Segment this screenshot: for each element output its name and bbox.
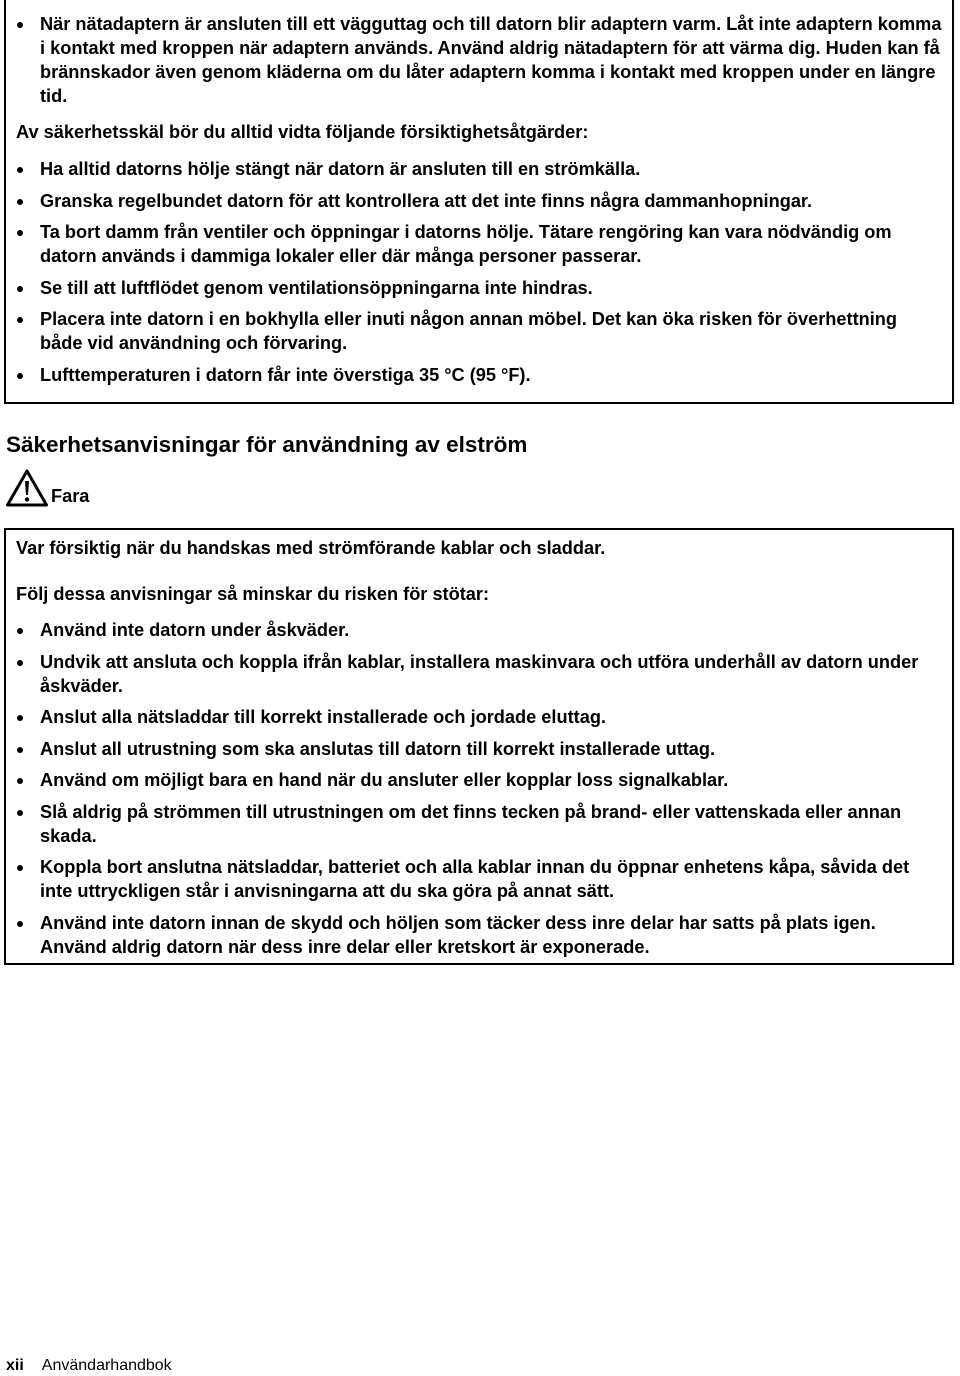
list-item bbox=[16, 737, 942, 761]
warning-triangle-icon bbox=[5, 468, 49, 508]
list-item bbox=[16, 768, 942, 792]
bullet-icon bbox=[17, 715, 23, 721]
bullet-icon bbox=[17, 167, 23, 173]
list-item-text: Placera inte datorn i en bokhylla eller inuti någon annan möbel. Det kan öka risken för överhettning både vid användning och förvaring. bbox=[40, 309, 898, 353]
danger-box bbox=[4, 528, 954, 965]
bullet-icon bbox=[17, 660, 23, 666]
list-item bbox=[16, 800, 942, 848]
page-footer bbox=[6, 1356, 172, 1376]
danger-warning: Var försiktig när du handskas med strömförande kablar och sladdar. bbox=[16, 538, 606, 558]
danger-marker bbox=[5, 464, 89, 508]
list-item bbox=[16, 276, 942, 300]
bullet-icon bbox=[17, 778, 23, 784]
safety-precautions-box bbox=[4, 0, 954, 404]
bullet-icon bbox=[17, 921, 23, 927]
bullet-icon bbox=[17, 230, 23, 236]
list-item-text: Använd inte datorn innan de skydd och höljen som täcker dess inre delar har satts på plats igen. Använd aldrig datorn när dess inre delar eller kretskort är exponerade. bbox=[40, 912, 876, 957]
list-item-text: När nätadaptern är ansluten till ett vägguttag och till datorn blir adaptern varm. Låt inte adaptern komma i kontakt med kroppen när adaptern används. Använd aldrig nätadaptern för att värma dig. Huden kan få brännskador även genom kläderna om du låter adaptern komma i kontakt med kroppen under en längre tid. bbox=[40, 14, 942, 106]
list-item bbox=[16, 855, 942, 903]
list-item-text: Anslut alla nätsladdar till korrekt installerade och jordade eluttag. bbox=[40, 707, 606, 727]
bullet-icon bbox=[17, 747, 23, 753]
list-item-text: Lufttemperaturen i datorn får inte överstiga 35 °C (95 °F). bbox=[40, 364, 531, 385]
bullet-icon bbox=[17, 373, 23, 379]
list-item bbox=[16, 618, 942, 642]
list-item-text: Granska regelbundet datorn för att kontrollera att det inte finns några dammanhopningar. bbox=[40, 190, 813, 211]
book-title: Användarhandbok bbox=[41, 1357, 172, 1374]
section-heading: Säkerhetsanvisningar för användning av elström bbox=[6, 432, 528, 457]
list-item-text: Använd om möjligt bara en hand när du ansluter eller kopplar loss signalkablar. bbox=[40, 770, 729, 790]
bullet-icon bbox=[17, 22, 23, 28]
danger-list bbox=[16, 618, 942, 959]
list-item bbox=[16, 307, 942, 355]
list-item bbox=[16, 911, 942, 959]
list-item bbox=[16, 12, 942, 108]
list-item bbox=[16, 189, 942, 213]
precautions-intro: Av säkerhetsskäl bör du alltid vidta följande försiktighetsåtgärder: bbox=[16, 122, 589, 142]
danger-label: Fara bbox=[51, 486, 90, 506]
list-item-text: Se till att luftflödet genom ventilationsöppningarna inte hindras. bbox=[40, 277, 593, 298]
list-item bbox=[16, 363, 942, 387]
bullet-icon bbox=[17, 810, 23, 816]
page-number: xii bbox=[6, 1357, 24, 1374]
list-item-text: Ta bort damm från ventiler och öppningar i datorns hölje. Tätare rengöring kan vara nödvändig om datorn används i dammiga lokaler eller där många personer passerar. bbox=[40, 222, 892, 266]
danger-intro: Följ dessa anvisningar så minskar du risken för stötar: bbox=[16, 584, 490, 604]
bullet-icon bbox=[17, 628, 23, 634]
list-item-text: Undvik att ansluta och koppla ifrån kablar, installera maskinvara och utföra underhåll av datorn under åskväder. bbox=[40, 651, 919, 696]
list-item bbox=[16, 157, 942, 181]
bullet-icon bbox=[17, 199, 23, 205]
list-item bbox=[16, 705, 942, 729]
precautions-list bbox=[16, 157, 942, 387]
continued-list bbox=[16, 12, 942, 108]
list-item-text: Koppla bort anslutna nätsladdar, batteriet och alla kablar innan du öppnar enhetens kåpa, såvida det inte uttryckligen står i anvisningarna att du ska göra på annat sätt. bbox=[40, 857, 910, 901]
bullet-icon bbox=[17, 286, 23, 292]
bullet-icon bbox=[17, 865, 23, 871]
list-item-text: Använd inte datorn under åskväder. bbox=[40, 620, 350, 640]
list-item-text: Slå aldrig på strömmen till utrustningen om det finns tecken på brand- eller vattenskada eller annan skada. bbox=[40, 801, 902, 846]
list-item bbox=[16, 650, 942, 698]
list-item-text: Anslut all utrustning som ska anslutas till datorn till korrekt installerade uttag. bbox=[40, 738, 716, 759]
list-item-text: Ha alltid datorns hölje stängt när datorn är ansluten till en strömkälla. bbox=[40, 159, 641, 179]
list-item bbox=[16, 220, 942, 268]
bullet-icon bbox=[17, 317, 23, 323]
